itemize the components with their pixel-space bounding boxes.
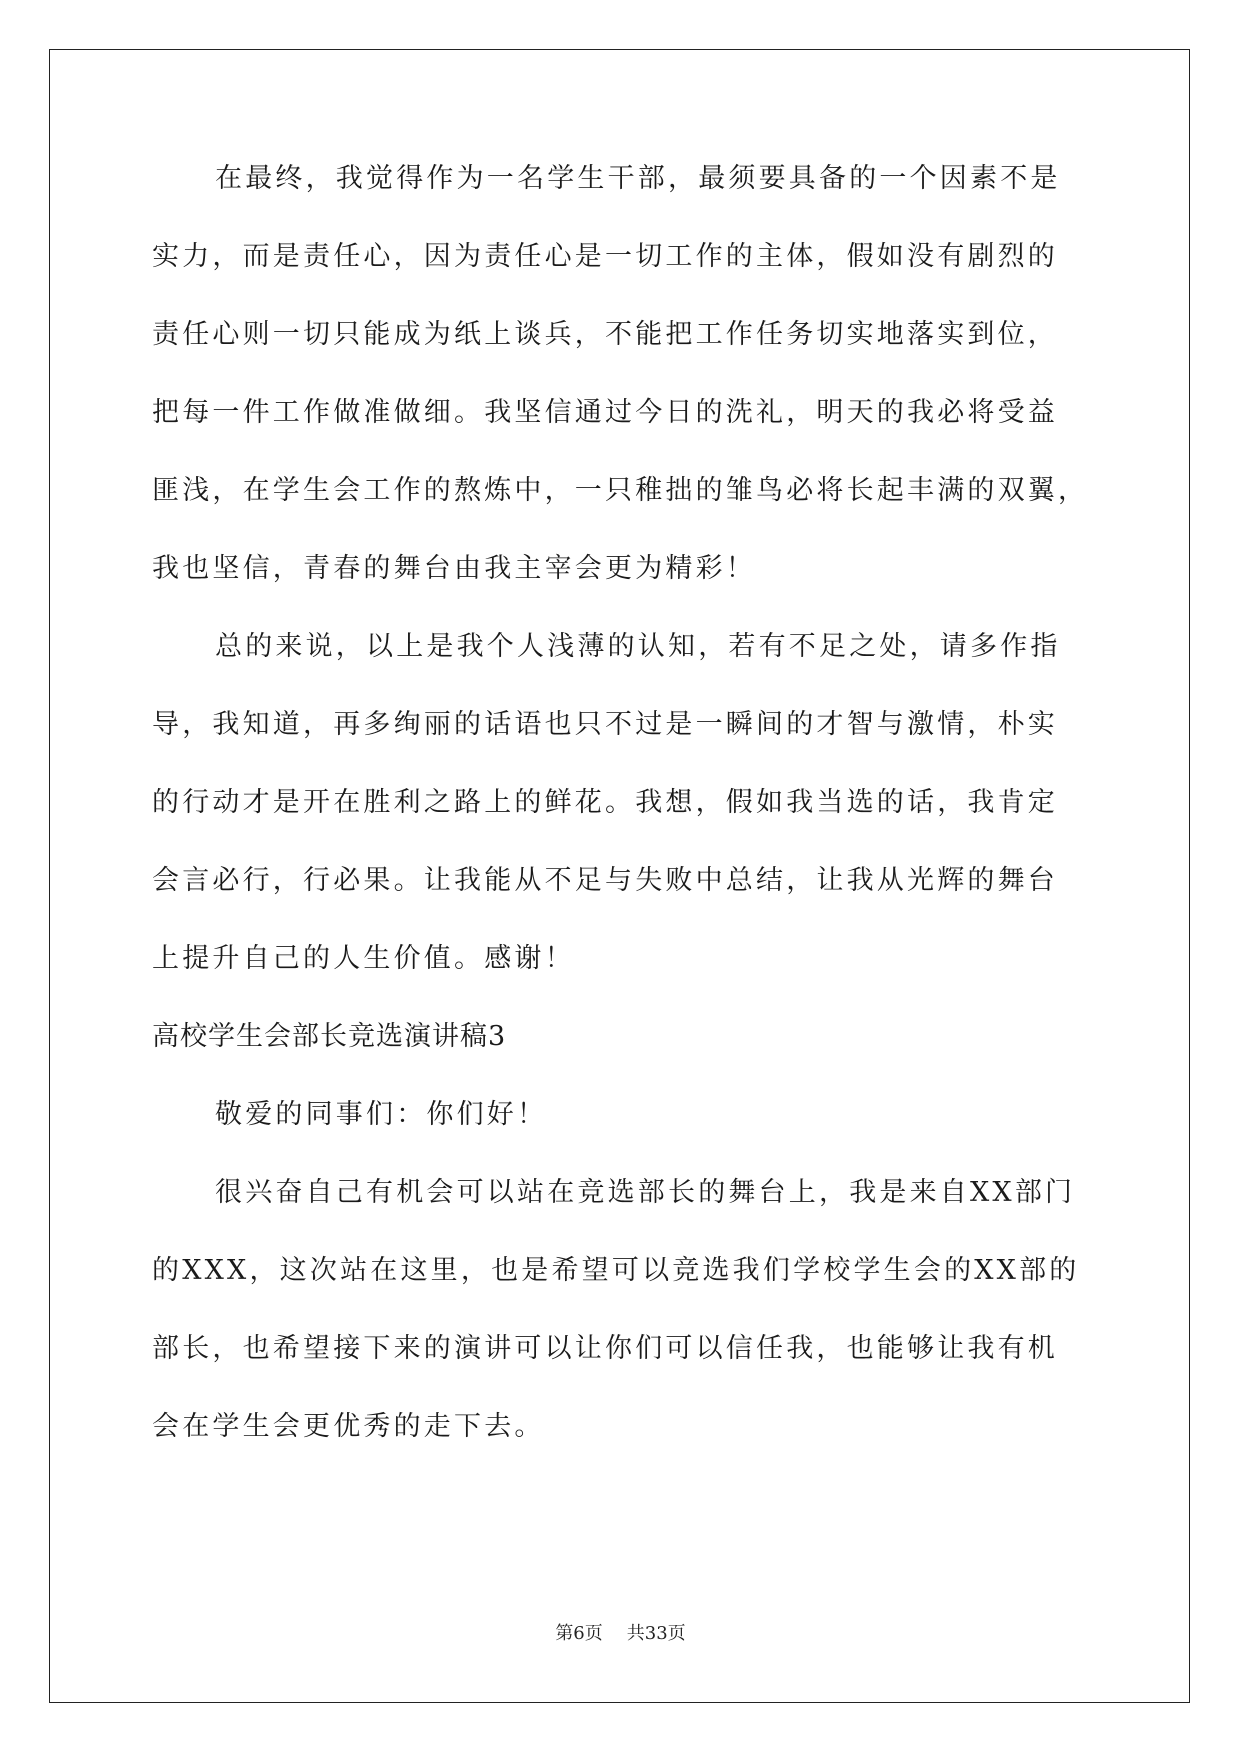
section-title: 高校学生会部长竞选演讲稿3	[152, 1021, 507, 1052]
page-number: 第6页	[555, 1623, 603, 1644]
salutation-line: 敬爱的同事们：你们好！	[215, 1099, 548, 1130]
page-total: 共33页	[626, 1623, 686, 1644]
paragraph-line: 把每一件工作做准做细。我坚信通过今日的洗礼，明天的我必将受益	[152, 397, 1058, 428]
paragraph-line: 会在学生会更优秀的走下去。	[152, 1411, 545, 1442]
paragraph-line: 的XXX，这次站在这里，也是希望可以竞选我们学校学生会的XX部的	[152, 1255, 1080, 1286]
paragraph-line: 我也坚信，青春的舞台由我主宰会更为精彩！	[152, 553, 756, 584]
paragraph-line: 责任心则一切只能成为纸上谈兵，不能把工作任务切实地落实到位，	[152, 319, 1058, 350]
paragraph-line: 上提升自己的人生价值。感谢！	[152, 943, 575, 974]
paragraph-line: 导，我知道，再多绚丽的话语也只不过是一瞬间的才智与激情，朴实	[152, 709, 1058, 740]
paragraph-line: 实力，而是责任心，因为责任心是一切工作的主体，假如没有剧烈的	[152, 241, 1058, 272]
paragraph-line: 的行动才是开在胜利之路上的鲜花。我想，假如我当选的话，我肯定	[152, 787, 1058, 818]
page-footer	[0, 1619, 1241, 1645]
paragraph-line: 总的来说，以上是我个人浅薄的认知，若有不足之处，请多作指	[215, 631, 1061, 662]
document-body	[152, 160, 1102, 1486]
paragraph-line: 很兴奋自己有机会可以站在竞选部长的舞台上，我是来自XX部门	[215, 1177, 1076, 1208]
paragraph-line: 匪浅，在学生会工作的熬炼中，一只稚拙的雏鸟必将长起丰满的双翼，	[152, 475, 1089, 506]
paragraph-line: 部长，也希望接下来的演讲可以让你们可以信任我，也能够让我有机	[152, 1333, 1058, 1364]
paragraph-line: 在最终，我觉得作为一名学生干部，最须要具备的一个因素不是	[215, 163, 1061, 194]
paragraph-line: 会言必行，行必果。让我能从不足与失败中总结，让我从光辉的舞台	[152, 865, 1058, 896]
